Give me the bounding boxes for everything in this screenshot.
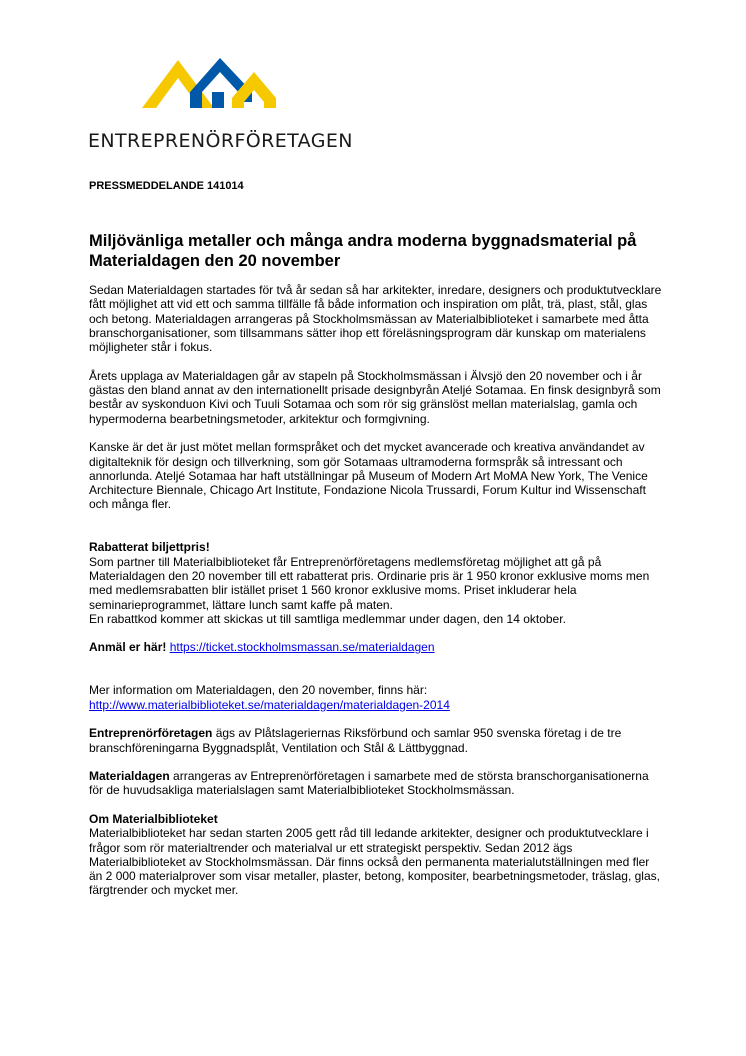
paragraph-intro: Sedan Materialdagen startades för två år sedan så har arkitekter, inredare, designers och produktutvecklare fått möjlighet att vid ett och samma tillfälle få både information och inspiration om plåt, trä, plast, stål, glas och betong. Materialdagen arrangeras på Stockholmsmässan av Materialbiblioteket i samarbete med åtta branschorganisationer, som tillsammans sätter ihop ett föreläsningsprogram där kunskap om materialens möjligheter står i fokus. — [89, 283, 662, 355]
discount-text: Som partner till Materialbiblioteket får Entreprenörföretagens medlemsföretag möjlighet att gå på Materialdagen den 20 november till ett rabatterat pris. Ordinarie pris är 1 950 kronor exklusive moms men med medlemsrabatten blir istället priset 1 560 kronor exklusive moms. Priset inkluderar hela seminarieprogrammet, lättare lunch samt kaffe på maten. — [89, 554, 650, 612]
press-release-label: PRESSMEDDELANDE 141014 — [89, 180, 244, 192]
about-md-text: arrangeras av Entreprenörföretagen i samarbete med de största branschorganisationerna för de huvudsakliga materialslagen samt Materialbiblioteket Stockholmsmässan. — [89, 769, 649, 798]
discount-code-note: En rabattkod kommer att skickas ut till samtliga medlemmar under dagen, den 14 oktober. — [89, 611, 566, 626]
more-info-link[interactable]: http://www.materialbiblioteket.se/materialdagen/materialdagen-2014 — [89, 697, 450, 712]
discount-section — [89, 540, 664, 626]
article-body — [89, 283, 664, 898]
about-ef-name: Entreprenörföretagen — [89, 726, 213, 741]
about-mb-heading: Om Materialbiblioteket — [89, 811, 218, 826]
entreprenorforetagen-logo-icon — [136, 52, 278, 114]
about-materialdagen — [89, 769, 664, 798]
about-mb-text: Materialbiblioteket har sedan starten 2005 gett råd till ledande arkitekter, designer och produktutvecklare i frågor som rör materialtrender och materialval ur ett strategiskt perspektiv. Sedan 2012 ägs Materialbiblioteket av Stockholmsmässan. Där finns också den permanenta materialutställningen med fler än 2 000 materialprover som visar metaller, plaster, betong, kompositer, bearbetningsmetoder, träslag, glas, färgtrender och mycket mer. — [89, 826, 660, 898]
about-entreprenorforetagen — [89, 726, 664, 755]
company-logo-text: ENTREPRENÖRFÖRETAGEN — [88, 130, 353, 152]
more-info-text: Mer information om Materialdagen, den 20 november, finns här: — [89, 683, 428, 698]
paragraph-sotamaa: Årets upplaga av Materialdagen går av stapeln på Stockholmsmässan i Älvsjö den 20 november och i år gästas den bland annat av den internationellt prisade designbyrån Ateljé Sotamaa. En finsk designbyrå som består av syskonduon Kivi och Tuuli Sotamaa och som rör sig gränslöst mellan materialslag, gamla och hypermoderna bearbetningsmetoder, arkitektur och formgivning. — [89, 368, 661, 426]
discount-heading: Rabatterat biljettpris! — [89, 540, 210, 555]
article-title: Miljövänliga metaller och många andra moderna byggnadsmaterial på Materialdagen den 20 november — [89, 232, 637, 270]
register-label: Anmäl er här! — [89, 640, 167, 655]
paragraph-formsprak: Kanske är det är just mötet mellan formspråket och det mycket avancerade och kreativa användandet av digitalteknik för design och tillverkning, som gör Sotamaas ultramoderna formspråk så intressant och annorlunda. Ateljé Sotamaa har haft utställningar på Museum of Modern Art MoMA New York, The Venice Architecture Biennale, Chicago Art Institute, Fondazione Nicola Trussardi, Forum Kultur ind Wissenschaft och många fler. — [89, 440, 648, 512]
more-info-section — [89, 683, 664, 712]
register-link[interactable]: https://ticket.stockholmsmassan.se/materialdagen — [169, 640, 435, 655]
register-line — [89, 640, 664, 654]
about-ef-text: ägs av Plåtslageriernas Riksförbund och samlar 950 svenska företag i de tre branschföreningarna Byggnadsplåt, Ventilation och Stål & Lättbyggnad. — [89, 726, 622, 755]
about-md-name: Materialdagen — [89, 769, 170, 784]
about-materialbiblioteket — [89, 812, 664, 898]
